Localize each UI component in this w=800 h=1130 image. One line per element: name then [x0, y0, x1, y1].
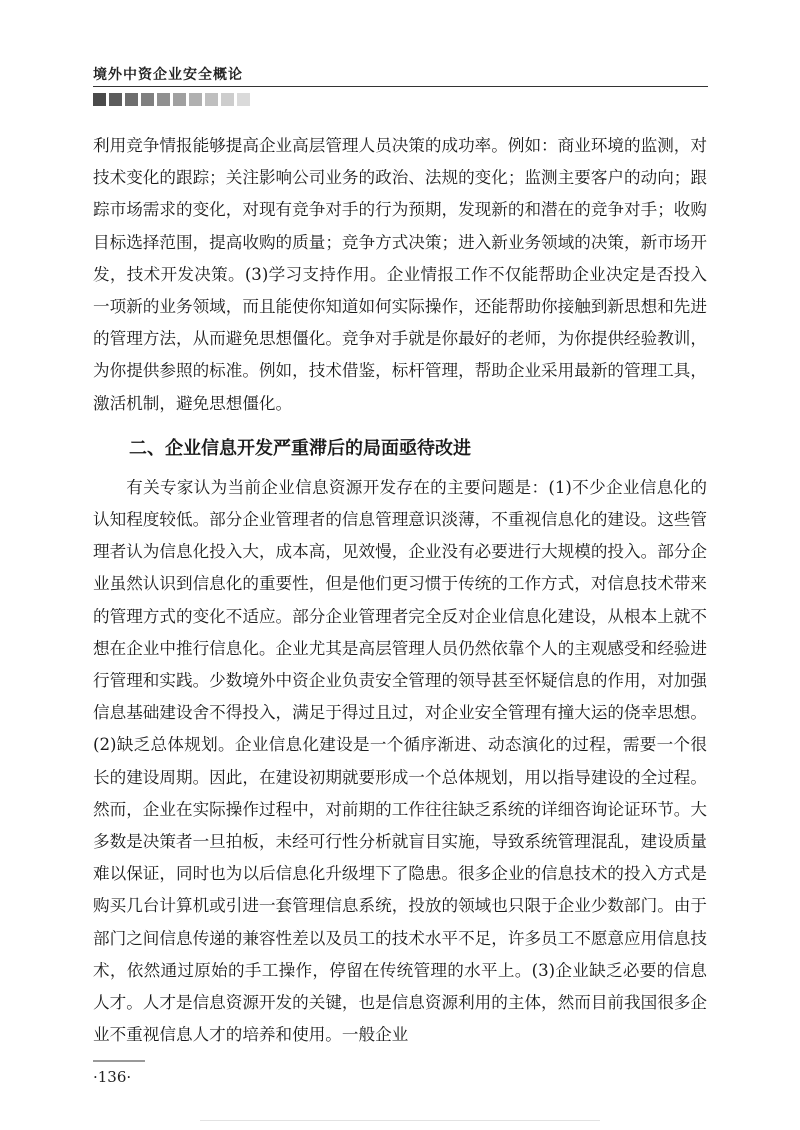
header-square	[109, 93, 122, 106]
header-square	[221, 93, 234, 106]
header-rule	[93, 86, 708, 87]
footer-rule	[93, 1060, 145, 1062]
running-header-title: 境外中资企业安全概论	[93, 67, 243, 83]
paragraph: 利用竞争情报能够提高企业高层管理人员决策的成功率。例如：商业环境的监测，对技术变化的跟踪；关注影响公司业务的政治、法规的变化；监测主要客户的动向；跟踪市场需求的变化，对现有竞争对手的行为预期，发现新的和潜在的竞争对手；收购目标选择范围，提高收购的质量；竞争方式决策；进入新业务领域的决策，新市场开发，技术开发决策。(3)学习支持作用。企业情报工作不仅能帮助企业决定是否投入一项新的业务领域，而且能使你知道如何实际操作，还能帮助你接触到新思想和先进的管理方法，从而避免思想僵化。竞争对手就是你最好的老师，为你提供经验教训，为你提供参照的标准。例如，技术借鉴，标杆管理，帮助企业采用最新的管理工具，激活机制，避免思想僵化。	[93, 136, 707, 413]
page-number: ·136·	[93, 1068, 132, 1086]
paragraph: 有关专家认为当前企业信息资源开发存在的主要问题是：(1)不少企业信息化的认知程度较低。部分企业管理者的信息管理意识淡薄，不重视信息化的建设。这些管理者认为信息化投入大，成本高，见效慢，企业没有必要进行大规模的投入。部分企业虽然认识到信息化的重要性，但是他们更习惯于传统的工作方式，对信息技术带来的管理方式的变化不适应。部分企业管理者完全反对企业信息化建设，从根本上就不想在企业中推行信息化。企业尤其是高层管理人员仍然依靠个人的主观感受和经验进行管理和实践。少数境外中资企业负责安全管理的领导甚至怀疑信息的作用，对加强信息基础建设舍不得投入，满足于得过且过，对企业安全管理有撞大运的侥幸思想。(2)缺乏总体规划。企业信息化建设是一个循序渐进、动态演化的过程，需要一个很长的建设周期。因此，在建设初期就要形成一个总体规划，用以指导建设的全过程。然而，企业在实际操作过程中，对前期的工作往往缺乏系统的详细咨询论证环节。大多数是决策者一旦拍板，未经可行性分析就盲目实施，导致系统管理混乱，建设质量难以保证，同时也为以后信息化升级埋下了隐患。很多企业的信息技术的投入方式是购买几台计算机或引进一套管理信息系统，投放的领域也只限于企业少数部门。由于部门之间信息传递的兼容性差以及员工的技术水平不足，许多员工不愿意应用信息技术，依然通过原始的手工操作，停留在传统管理的水平上。(3)企业缺乏必要的信息人才。人才是信息资源开发的关键，也是信息资源利用的主体，然而目前我国很多企业不重视信息人才的培养和使用。一般企业	[93, 477, 707, 1045]
header-decoration-squares	[93, 93, 250, 106]
bottom-edge-rule	[200, 1120, 600, 1121]
header-square	[205, 93, 218, 106]
header-square	[189, 93, 202, 106]
header-square	[125, 93, 138, 106]
header-square	[173, 93, 186, 106]
page-body	[93, 130, 707, 1051]
header-square	[157, 93, 170, 106]
header-square	[141, 93, 154, 106]
header-square	[237, 93, 250, 106]
header-square	[93, 93, 106, 106]
section-heading: 二、企业信息开发严重滞后的局面亟待改进	[129, 437, 471, 459]
